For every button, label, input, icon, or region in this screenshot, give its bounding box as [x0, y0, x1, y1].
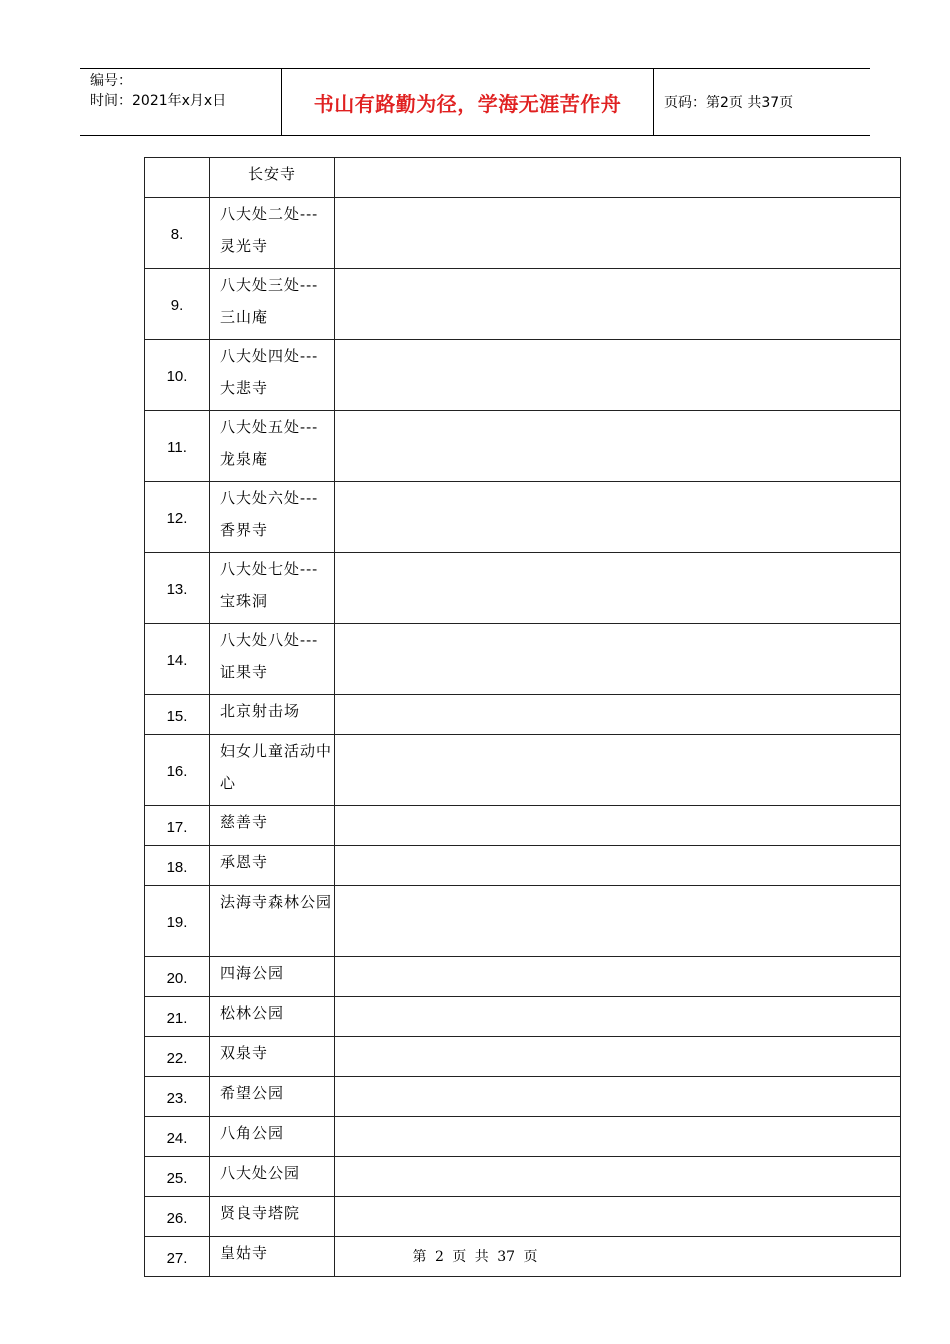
- row-notes: [335, 1197, 901, 1237]
- row-name: 八大处三处---三山庵: [210, 269, 335, 340]
- row-name: 贤良寺塔院: [210, 1197, 335, 1237]
- row-name: 希望公园: [210, 1077, 335, 1117]
- row-name: 八大处四处---大悲寺: [210, 340, 335, 411]
- row-notes: [335, 624, 901, 695]
- row-notes: [335, 482, 901, 553]
- page-footer: 第 2 页 共 37 页: [412, 1249, 538, 1265]
- row-number: 21.: [145, 997, 210, 1037]
- table-row: [145, 1197, 901, 1237]
- row-number: 16.: [145, 735, 210, 806]
- row-name: 皇姑寺: [210, 1237, 335, 1277]
- page-header: [80, 68, 870, 136]
- row-name: 八大处二处---灵光寺: [210, 198, 335, 269]
- table-row: [145, 695, 901, 735]
- row-name: 妇女儿童活动中心: [210, 735, 335, 806]
- table-row: [145, 624, 901, 695]
- table-row: [145, 997, 901, 1037]
- row-name: 北京射击场: [210, 695, 335, 735]
- header-motto: 书山有路勤为径，学海无涯苦作舟: [313, 91, 622, 116]
- row-number: 27.: [145, 1237, 210, 1277]
- row-name: 八大处公园: [210, 1157, 335, 1197]
- row-notes: [335, 269, 901, 340]
- header-motto-cell: [282, 69, 654, 135]
- row-number: 8.: [145, 198, 210, 269]
- table-row: [145, 806, 901, 846]
- site-list-table: [144, 157, 901, 1277]
- row-notes: [335, 158, 901, 198]
- row-name: 承恩寺: [210, 846, 335, 886]
- row-notes: [335, 198, 901, 269]
- table-row: [145, 198, 901, 269]
- table-row: [145, 735, 901, 806]
- table-row: [145, 158, 901, 198]
- row-notes: [335, 553, 901, 624]
- header-page-cell: [654, 69, 870, 135]
- table-row: [145, 269, 901, 340]
- row-name: 长安寺: [210, 158, 335, 198]
- table-row: [145, 553, 901, 624]
- row-name: 法海寺森林公园: [210, 886, 335, 957]
- row-number: 10.: [145, 340, 210, 411]
- table-row: [145, 1037, 901, 1077]
- row-number: 26.: [145, 1197, 210, 1237]
- row-notes: [335, 411, 901, 482]
- row-name: 八角公园: [210, 1117, 335, 1157]
- row-name: 八大处五处---龙泉庵: [210, 411, 335, 482]
- row-number: 15.: [145, 695, 210, 735]
- table-row: [145, 886, 901, 957]
- row-name: 双泉寺: [210, 1037, 335, 1077]
- row-name: 松林公园: [210, 997, 335, 1037]
- row-number: 20.: [145, 957, 210, 997]
- row-number: 9.: [145, 269, 210, 340]
- row-notes: [335, 957, 901, 997]
- row-notes: [335, 806, 901, 846]
- row-name: 八大处七处---宝珠洞: [210, 553, 335, 624]
- row-name: 八大处六处---香界寺: [210, 482, 335, 553]
- table-row: [145, 1157, 901, 1197]
- site-list-body: [145, 158, 901, 1277]
- row-name: 四海公园: [210, 957, 335, 997]
- row-notes: [335, 340, 901, 411]
- row-number: 13.: [145, 553, 210, 624]
- header-page-label: 页码：第2页 共37页: [664, 95, 794, 111]
- row-number: 14.: [145, 624, 210, 695]
- row-number: 24.: [145, 1117, 210, 1157]
- table-row: [145, 957, 901, 997]
- row-name: 八大处八处---证果寺: [210, 624, 335, 695]
- table-row: [145, 1077, 901, 1117]
- row-number: 25.: [145, 1157, 210, 1197]
- row-name: 慈善寺: [210, 806, 335, 846]
- row-notes: [335, 695, 901, 735]
- header-meta: [80, 69, 282, 135]
- row-notes: [335, 1077, 901, 1117]
- row-number: 19.: [145, 886, 210, 957]
- row-notes: [335, 997, 901, 1037]
- row-notes: [335, 846, 901, 886]
- row-number: 17.: [145, 806, 210, 846]
- row-number: 12.: [145, 482, 210, 553]
- table-row: [145, 1117, 901, 1157]
- table-row: [145, 340, 901, 411]
- row-notes: [335, 1157, 901, 1197]
- row-notes: [335, 1037, 901, 1077]
- row-notes: [335, 1117, 901, 1157]
- table-row: [145, 411, 901, 482]
- document-time-label: 时间：2021年x月x日: [90, 93, 227, 109]
- row-number: 23.: [145, 1077, 210, 1117]
- table-row: [145, 846, 901, 886]
- row-number: 11.: [145, 411, 210, 482]
- row-number: 22.: [145, 1037, 210, 1077]
- row-notes: [335, 735, 901, 806]
- row-notes: [335, 886, 901, 957]
- row-number: 18.: [145, 846, 210, 886]
- row-number: [145, 158, 210, 198]
- table-row: [145, 482, 901, 553]
- document-number-label: 编号：: [90, 73, 132, 89]
